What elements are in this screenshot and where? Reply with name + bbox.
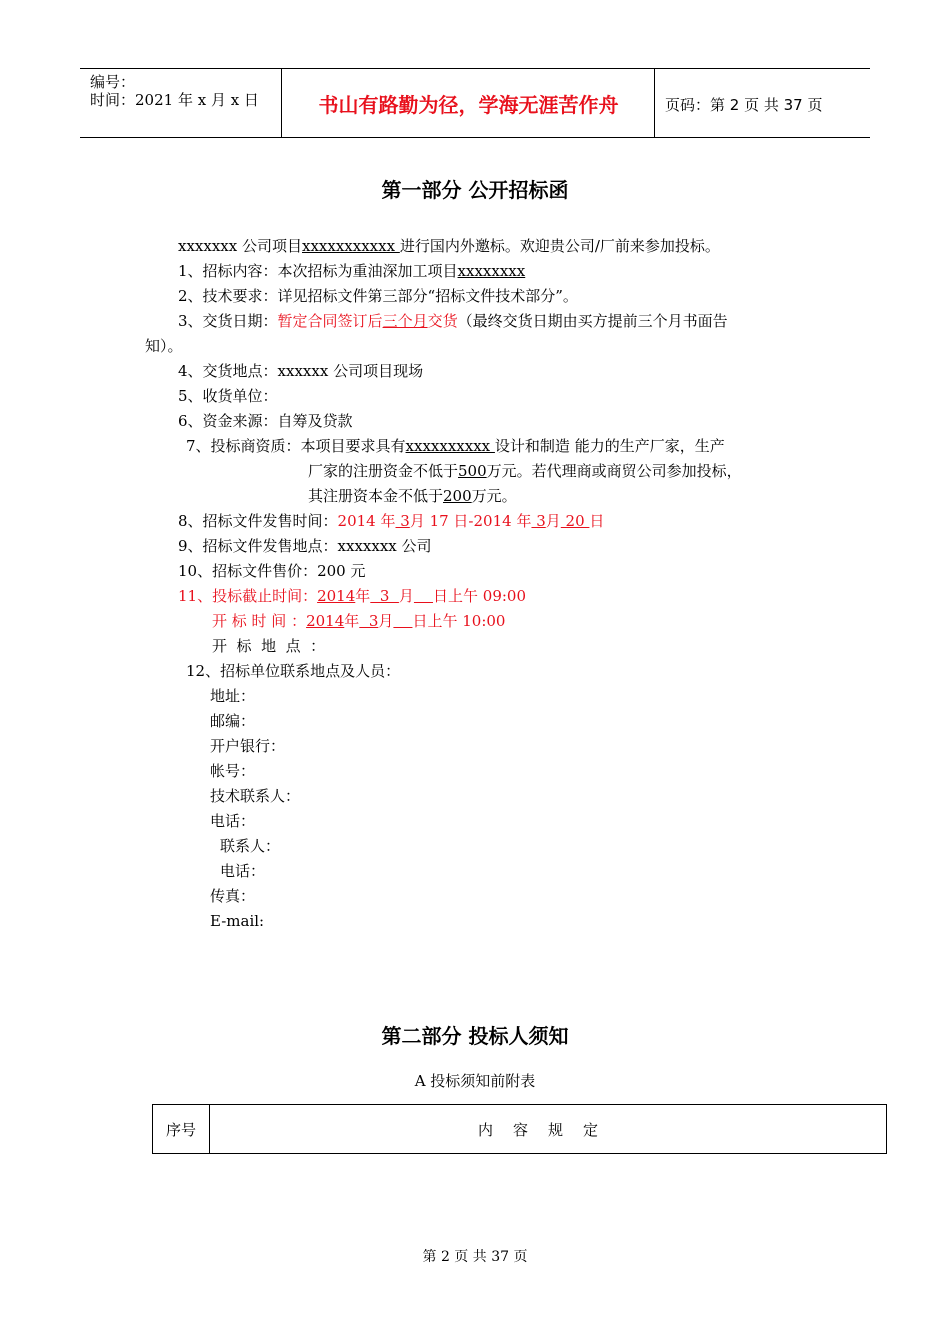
item-1-label: 1、招标内容：本次招标为重油深加工项目	[178, 262, 458, 280]
page-header	[80, 68, 870, 138]
intro-company: xxxxxxx 公司项目	[178, 237, 302, 255]
item-9: 9、招标文件发售地点：xxxxxxx 公司	[178, 537, 432, 555]
item-7-f: 万元。若代理商或商贸公司参加投标，	[486, 462, 742, 480]
item-11-e: 日上午 09:00	[433, 587, 527, 605]
item-7-c: 设计和制造 能力的生产厂家，生产	[494, 437, 725, 455]
contact-phone-2: 电话：	[220, 862, 266, 880]
item-12: 12、招标单位联系地点及人员：	[186, 662, 401, 680]
part2-subtitle: A 投标须知前附表	[414, 1072, 536, 1090]
contact-address: 地址：	[210, 687, 256, 705]
item-7-a: 7、投标商资质：本项目要求具有	[186, 437, 406, 455]
item-8-c: 月 17 日-2014 年	[409, 512, 532, 530]
open-place: 开 标 地 点 ：	[212, 637, 326, 655]
contact-person: 联系人：	[220, 837, 281, 855]
item-4: 4、交货地点：xxxxxx 公司项目现场	[178, 362, 424, 380]
item-1-value: xxxxxxxx	[457, 262, 526, 280]
item-8	[178, 511, 604, 531]
header-divider-1	[281, 69, 282, 137]
part1-title: 第一部分 公开招标函	[381, 178, 569, 202]
item-2: 2、技术要求：详见招标文件第三部分“招标文件技术部分”。	[178, 287, 578, 305]
instructions-table	[152, 1104, 887, 1154]
intro-project: xxxxxxxxxxx	[302, 237, 400, 255]
item-7-line3	[308, 486, 517, 506]
header-page-info: 页码：第 2 页 共 37 页	[665, 96, 823, 114]
table-header-content: 内容规定	[477, 1120, 618, 1139]
item-8-label: 8、招标文件发售时间：	[178, 512, 338, 530]
doc-time-label: 时间：2021 年 x 月 x 日	[90, 91, 259, 109]
item-8-b: 3	[395, 512, 410, 530]
item-8-d: 3	[531, 512, 546, 530]
part2-title: 第二部分 投标人须知	[381, 1024, 569, 1048]
header-motto: 书山有路勤为径，学海无涯苦作舟	[318, 92, 619, 117]
doc-number-label: 编号：	[90, 73, 136, 91]
item-3-red-b: 三个月	[382, 312, 428, 330]
item-8-e: 月	[545, 512, 561, 530]
contact-account: 帐号：	[210, 762, 256, 780]
item-10: 10、招标文件售价：200 元	[178, 562, 366, 580]
item-3-cont: 知）。	[145, 337, 183, 355]
item-7-d: 厂家的注册资金不低于	[308, 462, 459, 480]
header-divider-2	[654, 69, 655, 137]
contact-phone-1: 电话：	[210, 812, 256, 830]
open-time-year: 2014	[306, 612, 345, 630]
item-7-b: xxxxxxxxxx	[405, 437, 495, 455]
item-7-e: 500	[458, 462, 487, 480]
item-1	[178, 261, 525, 281]
item-3-red-a: 暂定合同签订后	[277, 312, 383, 330]
item-7-g: 其注册资本金不低于	[308, 487, 444, 505]
item-11-d	[414, 587, 433, 605]
open-time	[212, 611, 505, 631]
item-8-a: 2014 年	[337, 512, 396, 530]
intro-line	[178, 236, 720, 256]
open-time-d	[393, 612, 412, 630]
table-header-index: 序号	[153, 1105, 210, 1153]
page-footer: 第 2 页 共 37 页	[422, 1249, 528, 1265]
item-3	[178, 311, 728, 331]
open-time-label: 开 标 时 间 ：	[212, 612, 307, 630]
open-time-c: 月	[378, 612, 394, 630]
item-11-b: 3	[370, 587, 399, 605]
contact-bank: 开户银行：	[210, 737, 286, 755]
item-7-i: 万元。	[471, 487, 517, 505]
contact-fax: 传真：	[210, 887, 256, 905]
item-11-c: 月	[398, 587, 414, 605]
item-8-g: 日	[589, 512, 605, 530]
item-7-line1	[186, 436, 725, 456]
item-7-h: 200	[443, 487, 472, 505]
contact-email: E-mail:	[210, 912, 265, 930]
item-11-a: 年	[355, 587, 371, 605]
item-3-label: 3、交货日期：	[178, 312, 278, 330]
item-7-line2	[308, 461, 742, 481]
item-3-rest: （最终交货日期由买方提前三个月书面告	[457, 312, 728, 330]
item-11-year: 2014	[317, 587, 356, 605]
contact-tech-person: 技术联系人：	[210, 787, 301, 805]
item-11-label: 11、投标截止时间：	[178, 587, 318, 605]
open-time-a: 年	[344, 612, 360, 630]
item-3-red-c: 交货	[427, 312, 458, 330]
item-8-f: 20	[560, 512, 590, 530]
open-time-b: 3	[359, 612, 379, 630]
intro-rest: 进行国内外邀标。欢迎贵公司/厂前来参加投标。	[399, 237, 720, 255]
item-11	[178, 586, 526, 606]
item-5: 5、收货单位：	[178, 387, 278, 405]
contact-postcode: 邮编：	[210, 712, 256, 730]
open-time-e: 日上午 10:00	[412, 612, 506, 630]
item-6: 6、资金来源：自筹及贷款	[178, 412, 353, 430]
